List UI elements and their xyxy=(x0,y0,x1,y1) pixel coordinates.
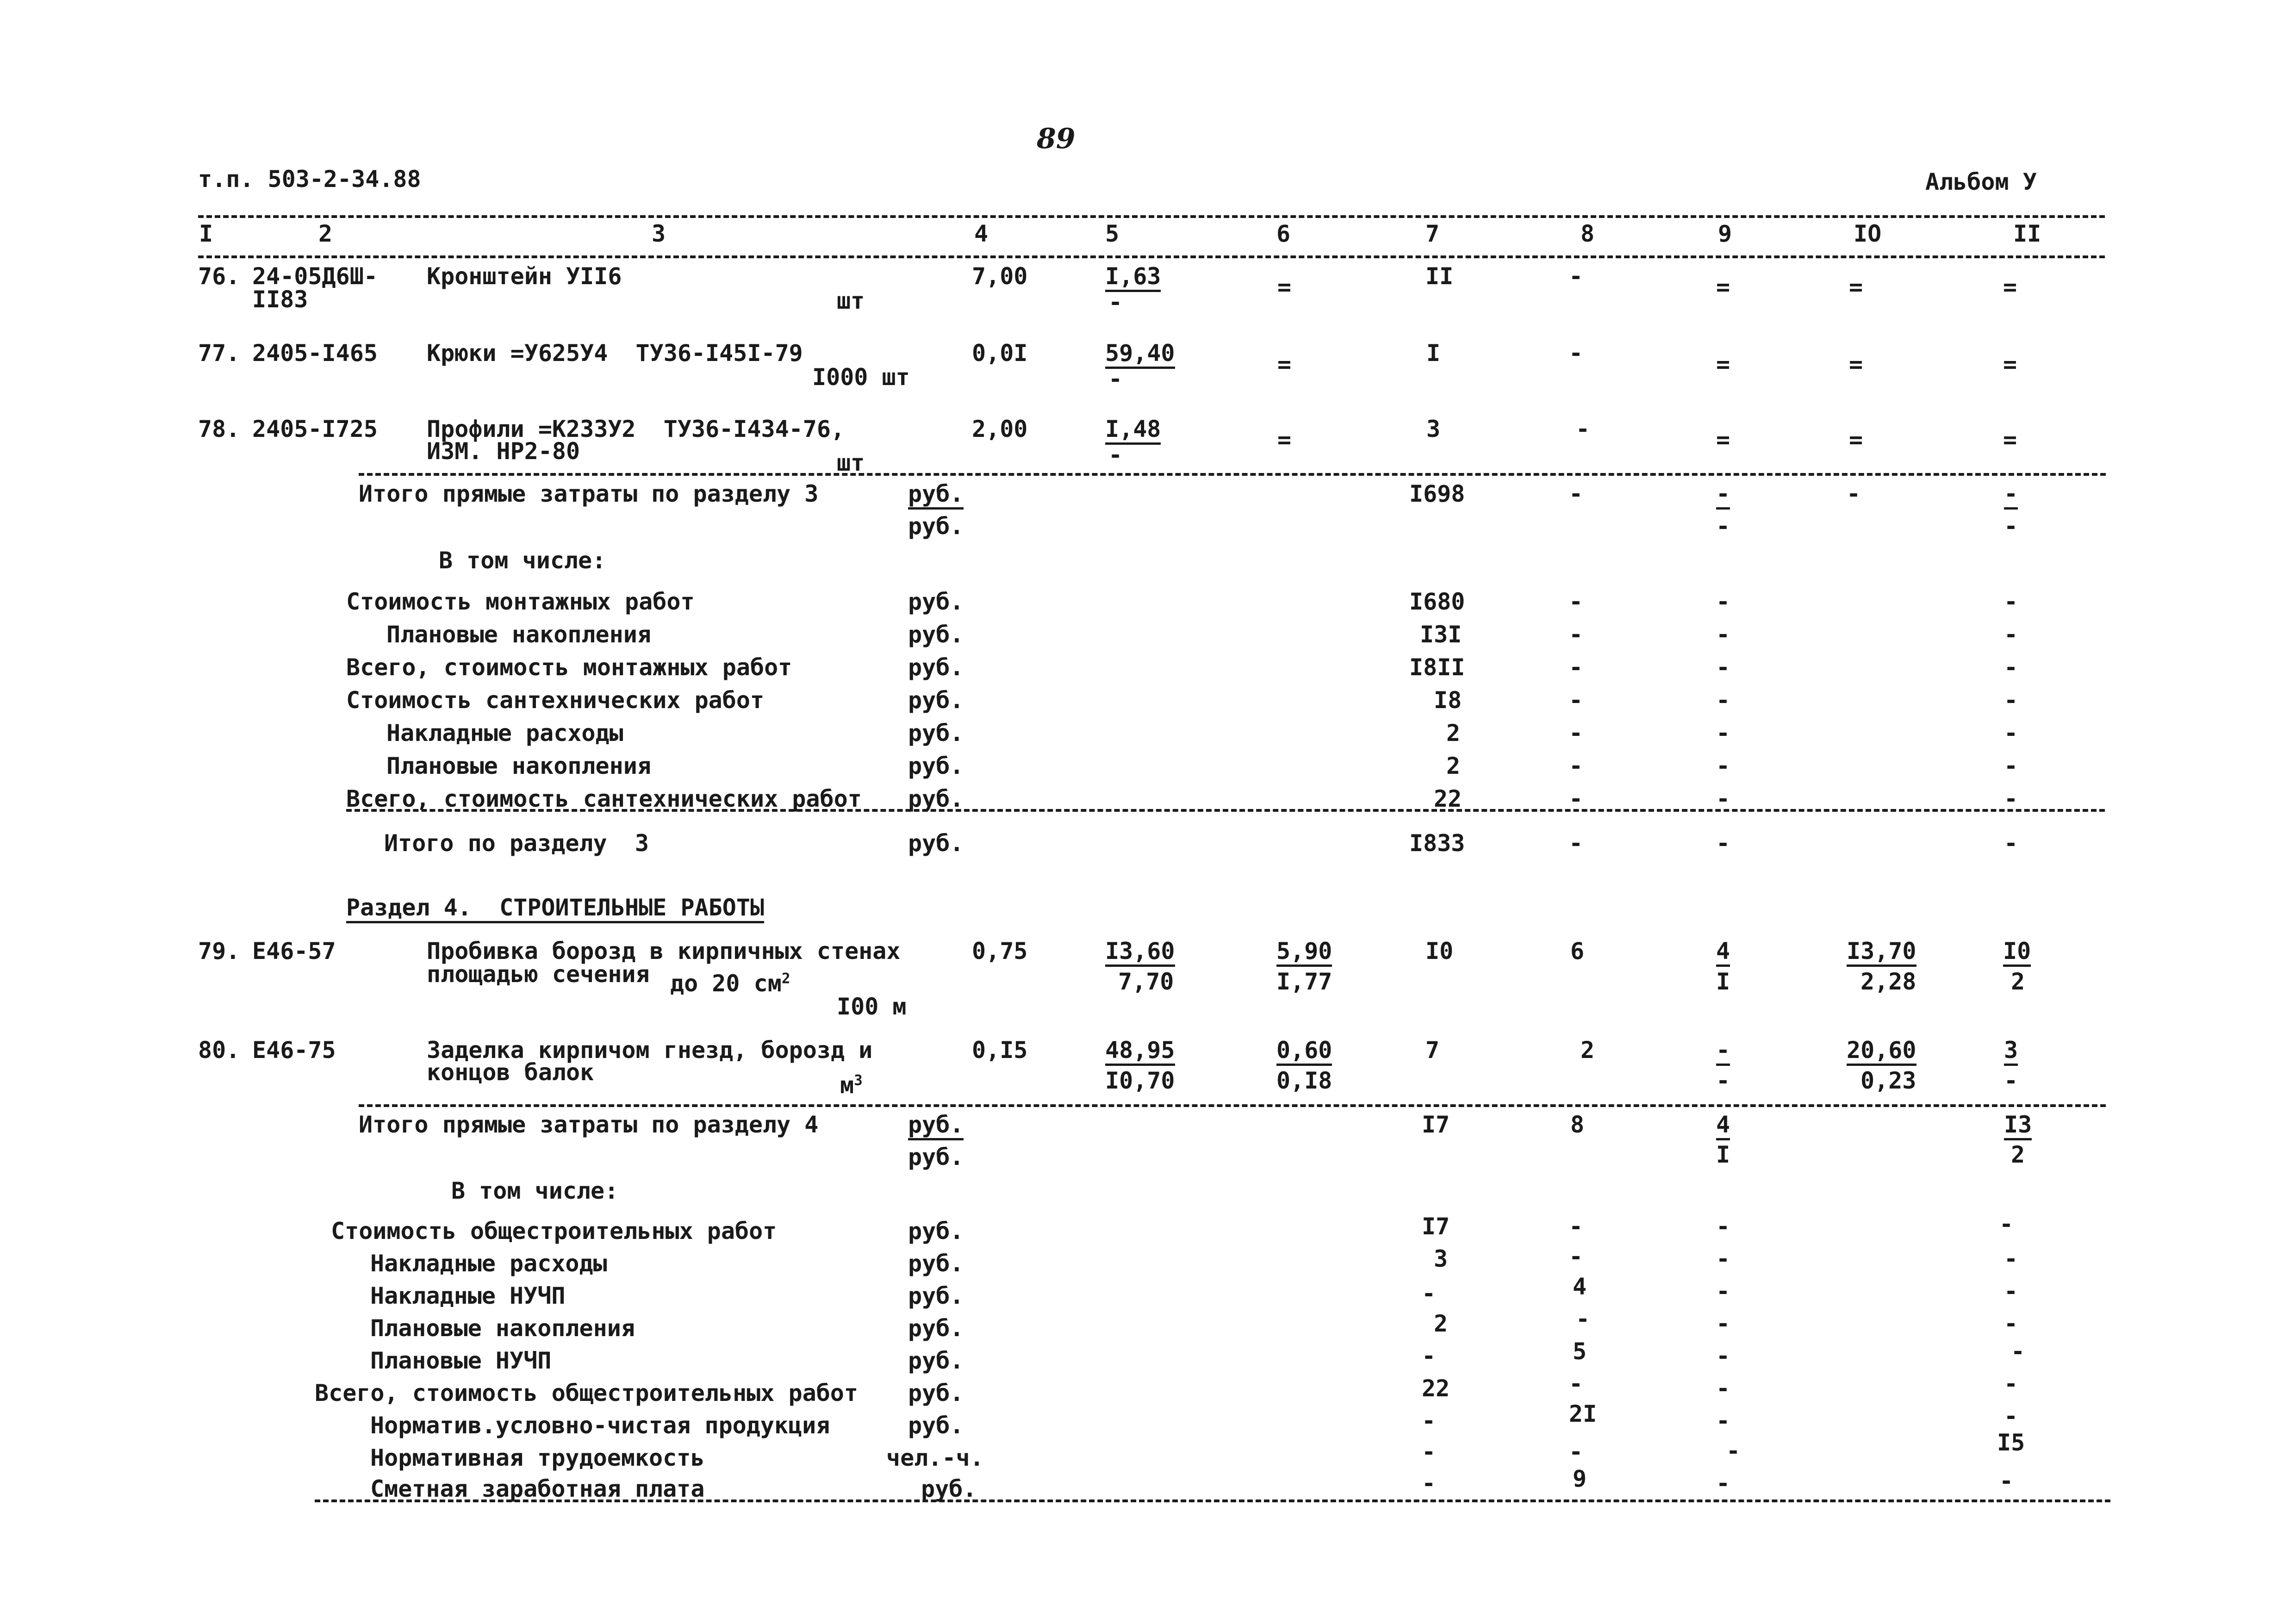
row-col8: 2 xyxy=(1580,1037,1595,1064)
section4-title: Раздел 4. СТРОИТЕЛЬНЫЕ РАБОТЫ xyxy=(346,896,764,923)
row-col5: 59,40 xyxy=(1105,342,1175,369)
row-name-cont: ИЗМ. НР2-80 xyxy=(427,438,580,465)
row-unit: шт xyxy=(837,449,865,476)
summary-line-label: Плановые накопления xyxy=(386,753,651,779)
summary-line-unit: руб. xyxy=(908,654,964,681)
summary-line-unit: чел.-ч. xyxy=(886,1444,984,1471)
row-col10: = xyxy=(1849,351,1863,378)
row-col7: 3 xyxy=(1426,416,1441,442)
row-unit: шт xyxy=(837,287,865,314)
section3-direct-unit: руб. xyxy=(908,482,964,510)
summary-line-col9: - xyxy=(1716,687,1730,714)
section3-direct-col9-sub: - xyxy=(1716,513,1730,540)
section3-total-col9: - xyxy=(1716,830,1730,857)
row-col10: = xyxy=(1849,426,1863,453)
row-col7: I0 xyxy=(1425,938,1454,964)
row-col9: = xyxy=(1716,426,1730,453)
summary-line-unit: руб. xyxy=(908,720,964,747)
row-name: Профили =К233У2 ТУ36-I434-76, xyxy=(427,416,845,442)
summary-line-col8: - xyxy=(1569,687,1583,714)
summary-line-col8: - xyxy=(1569,621,1583,648)
summary-line-label: Стоимость сантехнических работ xyxy=(346,687,765,714)
summary-line-col7: - xyxy=(1422,1407,1436,1434)
summary-line-label: Накладные расходы xyxy=(386,720,623,747)
row-col9: 4 xyxy=(1716,940,1730,967)
row-col8: - xyxy=(1569,263,1583,290)
summary-line-col9: - xyxy=(1716,1213,1730,1240)
row-col5: I,48 xyxy=(1105,417,1161,445)
row-col9: - xyxy=(1716,1039,1730,1066)
section3-direct-col11: - xyxy=(2004,482,2018,510)
summary-line-col9: - xyxy=(1716,1407,1730,1434)
row-col8: - xyxy=(1569,340,1583,367)
row-col5-sub: I0,70 xyxy=(1105,1067,1175,1094)
row-code-cont: II83 xyxy=(252,286,308,313)
section3-total-col7: I833 xyxy=(1409,830,1465,857)
row-col4: 2,00 xyxy=(972,416,1028,442)
summary-line-label: Всего, стоимость сантехнических работ xyxy=(346,785,862,812)
summary-line-unit: руб. xyxy=(908,621,964,648)
row-col10-sub: 0,23 xyxy=(1860,1067,1916,1094)
summary-line-col11: - xyxy=(2011,1338,2025,1365)
summary-line-col11: - xyxy=(2004,1403,2018,1430)
summary-line-label: Стоимость общестроительных работ xyxy=(331,1218,777,1244)
section3-total-col11: - xyxy=(2004,830,2018,857)
summary-line-label: Накладные расходы xyxy=(370,1250,607,1277)
summary-line-col7: 2 xyxy=(1446,720,1461,747)
table-top-rule xyxy=(198,215,2105,218)
summary-line-col9: - xyxy=(1716,1245,1730,1272)
section3-total-unit: руб. xyxy=(908,830,964,857)
row-unit: I00 м xyxy=(837,993,907,1020)
row-col11: I0 xyxy=(2003,940,2031,967)
summary-line-label: Плановые накопления xyxy=(370,1315,635,1342)
section4-rule xyxy=(359,1104,2106,1107)
summary-line-col9: - xyxy=(1716,588,1730,615)
summary-line-col7: 3 xyxy=(1434,1245,1448,1272)
summary-line-unit: руб. xyxy=(908,1250,964,1277)
summary-line-col11: - xyxy=(2004,1245,2018,1272)
summary-line-col9: - xyxy=(1716,1375,1730,1402)
row-number: 77. xyxy=(198,340,240,367)
row-col6: 0,60 xyxy=(1276,1039,1332,1066)
row-code: 24-05Д6Ш- xyxy=(252,263,378,290)
summary-line-unit: руб. xyxy=(908,1347,964,1374)
section4-direct-col9-sub: I xyxy=(1716,1141,1730,1168)
row-col4: 7,00 xyxy=(972,263,1028,290)
summary-line-col8: - xyxy=(1569,720,1583,747)
summary-line-label: Норматив.условно-чистая продукция xyxy=(370,1412,830,1439)
summary-line-col8: - xyxy=(1569,1243,1583,1270)
row-code: 2405-I725 xyxy=(252,416,378,442)
section4-including: В том числе: xyxy=(451,1177,619,1204)
summary-line-unit: руб. xyxy=(908,687,964,714)
section3-direct-col9: - xyxy=(1716,482,1730,510)
summary-line-label: Сметная заработная плата xyxy=(370,1475,705,1502)
row-col10: 20,60 xyxy=(1847,1039,1916,1066)
summary-line-col11: - xyxy=(2004,687,2018,714)
summary-line-col11: I5 xyxy=(1997,1429,2025,1456)
summary-line-col7: - xyxy=(1422,1438,1436,1465)
row-col8: 6 xyxy=(1570,938,1585,964)
summary-line-col8: - xyxy=(1569,1438,1583,1465)
summary-line-col11: - xyxy=(2004,1278,2018,1305)
section3-direct-col10: - xyxy=(1847,480,1861,507)
summary-line-unit: руб. xyxy=(908,588,964,615)
col-header-1: I xyxy=(199,220,213,247)
summary-line-col7: 22 xyxy=(1434,785,1462,812)
row-col11: = xyxy=(2003,274,2017,300)
section4-direct-col11: I3 xyxy=(2004,1113,2032,1140)
summary-line-col11: - xyxy=(2004,1310,2018,1337)
section4-direct-unit: руб. xyxy=(908,1113,964,1140)
summary-line-col7: - xyxy=(1422,1280,1436,1307)
row-col5-sub: - xyxy=(1108,289,1123,316)
section3-direct-col11-sub: - xyxy=(2004,513,2018,540)
section4-direct-col7: I7 xyxy=(1422,1111,1450,1138)
summary-line-unit: руб. xyxy=(908,753,964,779)
row-col9-sub: I xyxy=(1716,968,1730,995)
section3-direct-title: Итого прямые затраты по разделу 3 xyxy=(359,480,819,507)
row-col6: = xyxy=(1277,274,1292,300)
section3-direct-col8: - xyxy=(1569,480,1583,507)
row-name: Заделка кирпичом гнезд, борозд и xyxy=(427,1037,873,1064)
row-name-cont2: до 20 $см^2$ xyxy=(670,970,790,997)
row-col11-sub: - xyxy=(2004,1067,2018,1094)
summary-line-col9: - xyxy=(1716,1470,1730,1497)
row-col6: = xyxy=(1277,351,1292,378)
row-col4: 0,0I xyxy=(972,340,1028,367)
summary-line-col9: - xyxy=(1716,1343,1730,1369)
summary-line-col9: - xyxy=(1716,1310,1730,1337)
row-col10: I3,70 xyxy=(1847,940,1916,967)
row-name-cont: концов балок xyxy=(427,1059,594,1086)
row-col8: - xyxy=(1576,416,1590,442)
summary-line-label: Плановые НУЧП xyxy=(370,1347,552,1374)
summary-line-col9: - xyxy=(1726,1437,1741,1464)
row-col10-sub: 2,28 xyxy=(1860,968,1916,995)
section3-total-col8: - xyxy=(1569,830,1583,857)
summary-line-col7: - xyxy=(1422,1470,1436,1497)
summary-line-col7: I8 xyxy=(1434,687,1462,714)
summary-line-col11: - xyxy=(1999,1468,2014,1494)
summary-line-label: Нормативная трудоемкость xyxy=(370,1444,705,1471)
row-number: 80. xyxy=(198,1037,240,1064)
row-col5-sub: 7,70 xyxy=(1118,968,1174,995)
row-col7: I xyxy=(1426,340,1441,367)
row-col5: I,63 xyxy=(1105,265,1161,292)
section4-direct-col8: 8 xyxy=(1570,1111,1585,1138)
section3-lines-rule xyxy=(346,809,2105,812)
row-col7: 7 xyxy=(1425,1037,1440,1064)
row-number: 76. xyxy=(198,263,240,290)
summary-line-unit: руб. xyxy=(908,1218,964,1244)
row-unit: $м^3$ xyxy=(840,1072,863,1099)
summary-line-col8: - xyxy=(1576,1306,1590,1332)
section3-total-label: Итого по разделу 3 xyxy=(384,830,649,857)
summary-line-col8: 4 xyxy=(1573,1273,1587,1300)
summary-line-col8: 2I xyxy=(1569,1400,1597,1427)
album-label: Альбом У xyxy=(1925,168,2037,195)
section4-direct-col11-sub: 2 xyxy=(2011,1141,2025,1168)
row-col5: 48,95 xyxy=(1105,1039,1175,1066)
summary-line-col7: - xyxy=(1422,1343,1436,1369)
summary-line-col9: - xyxy=(1716,1278,1730,1305)
row-col11-sub: 2 xyxy=(2011,968,2025,995)
summary-line-col11: - xyxy=(2004,720,2018,747)
row-col5-sub: - xyxy=(1108,366,1123,392)
col-header-9: 9 xyxy=(1718,220,1732,247)
row-col6-sub: 0,I8 xyxy=(1276,1067,1332,1094)
row-col6: 5,90 xyxy=(1276,940,1332,967)
row-col9-sub: - xyxy=(1716,1067,1730,1094)
section3-direct-unit2: руб. xyxy=(908,513,964,540)
row-col4: 0,I5 xyxy=(972,1037,1028,1064)
col-header-8: 8 xyxy=(1580,220,1595,247)
col-header-4: 4 xyxy=(974,220,989,247)
summary-line-col8: - xyxy=(1569,785,1583,812)
col-header-10: IO xyxy=(1854,220,1882,247)
summary-line-col11: - xyxy=(2004,1370,2018,1397)
page-number: 89 xyxy=(1037,123,1076,155)
summary-line-col8: 5 xyxy=(1573,1338,1587,1365)
summary-line-label: Стоимость монтажных работ xyxy=(346,588,695,615)
summary-line-label: Всего, стоимость монтажных работ xyxy=(346,654,792,681)
summary-line-col8: - xyxy=(1569,588,1583,615)
row-col9: = xyxy=(1716,274,1730,300)
summary-line-col8: - xyxy=(1569,1370,1583,1397)
summary-line-col8: - xyxy=(1569,654,1583,681)
summary-line-col11: - xyxy=(2004,654,2018,681)
summary-line-col9: - xyxy=(1716,753,1730,779)
summary-line-col9: - xyxy=(1716,654,1730,681)
section3-rule xyxy=(359,473,2106,476)
col-header-2: 2 xyxy=(318,220,333,247)
summary-line-col7: I7 xyxy=(1422,1213,1450,1240)
summary-line-col9: - xyxy=(1716,785,1730,812)
summary-line-col7: I680 xyxy=(1409,588,1465,615)
row-col10: = xyxy=(1849,274,1863,300)
summary-line-col11: - xyxy=(2004,753,2018,779)
section3-including: В том числе: xyxy=(439,547,606,574)
document-code: т.п. 503-2-34.88 xyxy=(198,166,421,193)
row-col9: = xyxy=(1716,351,1730,378)
summary-line-unit: руб. xyxy=(908,785,964,812)
summary-line-col11: - xyxy=(2004,621,2018,648)
summary-line-unit: руб. xyxy=(908,1412,964,1439)
col-header-5: 5 xyxy=(1105,220,1120,247)
row-code: Е46-75 xyxy=(252,1037,336,1064)
summary-line-col7: 2 xyxy=(1446,753,1461,779)
row-name: Крюки =У625У4 ТУ36-I45I-79 xyxy=(427,340,803,367)
summary-line-unit: руб. xyxy=(908,1282,964,1309)
summary-line-col7: I3I xyxy=(1420,621,1462,648)
col-header-11: II xyxy=(2013,220,2041,247)
col-header-6: 6 xyxy=(1276,220,1291,247)
section4-direct-title: Итого прямые затраты по разделу 4 xyxy=(359,1111,819,1138)
row-name: Кронштейн УII6 xyxy=(427,263,622,290)
summary-line-col9: - xyxy=(1716,621,1730,648)
summary-line-label: Всего, стоимость общестроительных работ xyxy=(315,1380,858,1406)
row-col4: 0,75 xyxy=(972,938,1028,964)
summary-line-col7: 22 xyxy=(1422,1375,1450,1402)
row-col5-sub: - xyxy=(1108,442,1123,468)
row-number: 79. xyxy=(198,938,240,964)
row-col7: II xyxy=(1425,263,1454,290)
row-col11: = xyxy=(2003,426,2017,453)
bottom-rule xyxy=(315,1500,2110,1502)
summary-line-unit: руб. xyxy=(908,1380,964,1406)
row-unit: I000 шт xyxy=(812,364,910,391)
section4-direct-unit2: руб. xyxy=(908,1144,964,1170)
row-col5: I3,60 xyxy=(1105,940,1175,967)
row-name-cont: площадью сечения xyxy=(427,961,650,988)
summary-line-col9: - xyxy=(1716,720,1730,747)
summary-line-col7: 2 xyxy=(1434,1310,1448,1337)
row-col11: 3 xyxy=(2004,1039,2018,1066)
header-bottom-rule xyxy=(198,255,2105,258)
row-code: 2405-I465 xyxy=(252,340,378,367)
summary-line-unit: руб. xyxy=(908,1315,964,1342)
summary-line-col8: 9 xyxy=(1573,1465,1587,1492)
row-code: Е46-57 xyxy=(252,938,336,964)
summary-line-col11: - xyxy=(1999,1211,2014,1238)
row-name: Пробивка борозд в кирпичных стенах xyxy=(427,938,901,964)
section4-direct-col9: 4 xyxy=(1716,1113,1730,1140)
section3-direct-col7: I698 xyxy=(1409,480,1465,507)
summary-line-col8: - xyxy=(1569,753,1583,779)
summary-line-col7: I8II xyxy=(1409,654,1465,681)
col-header-3: 3 xyxy=(652,220,666,247)
row-col11: = xyxy=(2003,351,2017,378)
row-number: 78. xyxy=(198,416,240,442)
row-col6: = xyxy=(1277,426,1292,453)
summary-line-label: Плановые накопления xyxy=(386,621,651,648)
summary-line-col11: - xyxy=(2004,785,2018,812)
summary-line-label: Накладные НУЧП xyxy=(370,1282,566,1309)
summary-line-unit: руб. xyxy=(921,1475,977,1502)
row-col6-sub: I,77 xyxy=(1276,968,1332,995)
summary-line-col11: - xyxy=(2004,588,2018,615)
summary-line-col8: - xyxy=(1569,1213,1583,1240)
col-header-7: 7 xyxy=(1425,220,1440,247)
